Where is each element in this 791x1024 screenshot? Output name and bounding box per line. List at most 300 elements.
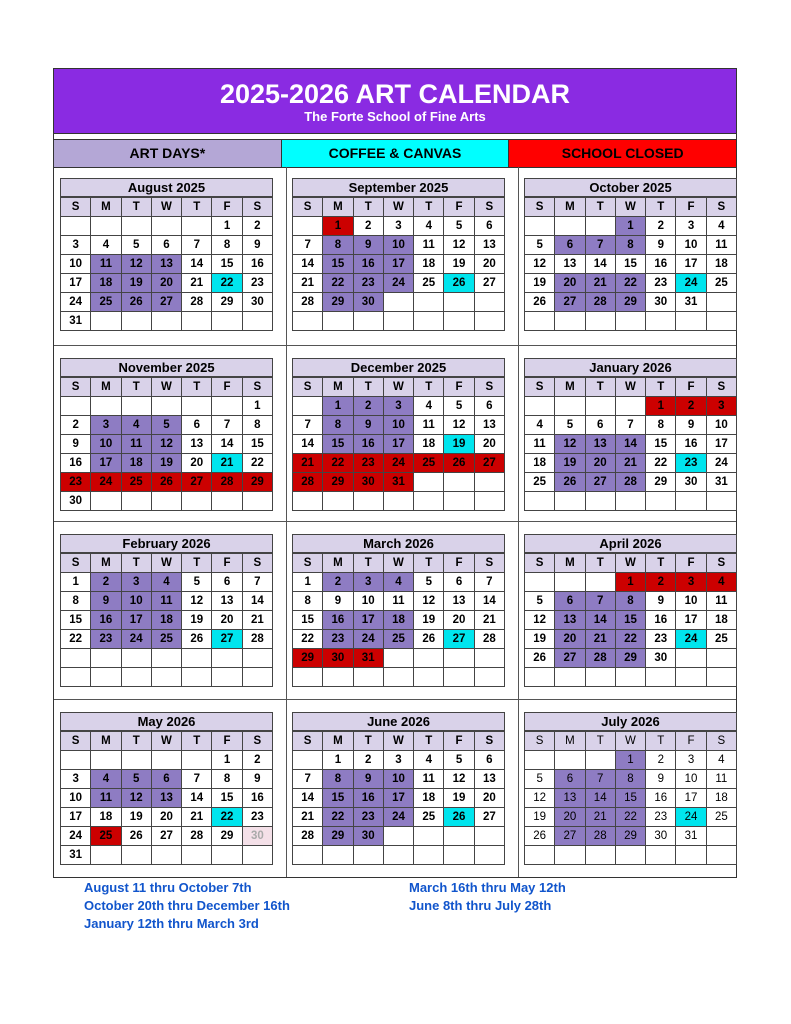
- empty-day-cell: [121, 217, 151, 236]
- empty-day-cell: [525, 668, 555, 687]
- day-cell: 8: [615, 236, 645, 255]
- month-calendar: [292, 712, 505, 865]
- day-cell: 17: [121, 611, 151, 630]
- day-cell: 4: [706, 217, 736, 236]
- day-cell: 24: [121, 630, 151, 649]
- week-row: [293, 492, 505, 511]
- empty-day-cell: [353, 668, 383, 687]
- weekday-label: F: [444, 198, 474, 217]
- day-cell: 1: [212, 751, 242, 770]
- empty-day-cell: [706, 846, 736, 865]
- day-cell: 9: [353, 236, 383, 255]
- day-cell: 27: [474, 454, 504, 473]
- weekday-label: T: [121, 554, 151, 573]
- day-cell: 30: [242, 827, 272, 846]
- grid-divider: [54, 345, 736, 346]
- day-cell: 21: [293, 454, 323, 473]
- weekday-label: M: [323, 198, 353, 217]
- day-cell: 7: [474, 573, 504, 592]
- day-cell: 9: [646, 592, 676, 611]
- empty-day-cell: [91, 649, 121, 668]
- day-cell: 21: [212, 454, 242, 473]
- day-cell: 28: [585, 649, 615, 668]
- empty-day-cell: [585, 397, 615, 416]
- day-cell: 30: [646, 649, 676, 668]
- day-cell: 26: [121, 293, 151, 312]
- week-row: [61, 492, 273, 511]
- empty-day-cell: [91, 846, 121, 865]
- empty-day-cell: [646, 312, 676, 331]
- weekday-label: T: [646, 732, 676, 751]
- day-cell: 12: [525, 611, 555, 630]
- day-cell: 9: [323, 592, 353, 611]
- week-row: [61, 255, 273, 274]
- week-row: [525, 630, 737, 649]
- month-table: [292, 197, 505, 331]
- week-row: [61, 770, 273, 789]
- day-cell: 3: [121, 573, 151, 592]
- day-cell: 18: [414, 789, 444, 808]
- day-cell: 23: [353, 274, 383, 293]
- day-cell: 2: [353, 397, 383, 416]
- day-cell: 6: [212, 573, 242, 592]
- empty-day-cell: [383, 668, 413, 687]
- week-row: [293, 808, 505, 827]
- empty-day-cell: [706, 668, 736, 687]
- weekday-label: W: [615, 732, 645, 751]
- empty-day-cell: [353, 846, 383, 865]
- weekday-header-row: [525, 554, 737, 573]
- day-cell: 16: [242, 789, 272, 808]
- day-cell: 11: [414, 236, 444, 255]
- empty-day-cell: [212, 312, 242, 331]
- day-cell: 14: [212, 435, 242, 454]
- day-cell: 24: [676, 808, 706, 827]
- day-cell: 20: [151, 274, 181, 293]
- day-cell: 7: [293, 416, 323, 435]
- day-cell: 28: [242, 630, 272, 649]
- day-cell: 22: [212, 274, 242, 293]
- day-cell: 27: [151, 293, 181, 312]
- weekday-header-row: [61, 198, 273, 217]
- week-row: [525, 668, 737, 687]
- week-row: [61, 573, 273, 592]
- day-cell: 24: [91, 473, 121, 492]
- empty-day-cell: [212, 397, 242, 416]
- day-cell: 15: [242, 435, 272, 454]
- month-title: May 2026: [60, 712, 273, 731]
- week-row: [61, 454, 273, 473]
- note-line: August 11 thru October 7th: [84, 880, 252, 895]
- weekday-label: F: [444, 732, 474, 751]
- month-calendar: [524, 358, 737, 511]
- day-cell: 21: [182, 274, 212, 293]
- week-row: [293, 397, 505, 416]
- day-cell: 24: [676, 630, 706, 649]
- day-cell: 15: [212, 255, 242, 274]
- day-cell: 10: [353, 592, 383, 611]
- day-cell: 26: [414, 630, 444, 649]
- day-cell: 27: [555, 649, 585, 668]
- weekday-label: S: [242, 732, 272, 751]
- day-cell: 25: [706, 630, 736, 649]
- day-cell: 10: [676, 592, 706, 611]
- day-cell: 3: [383, 397, 413, 416]
- empty-day-cell: [91, 668, 121, 687]
- day-cell: 4: [414, 217, 444, 236]
- empty-day-cell: [555, 397, 585, 416]
- day-cell: 15: [615, 611, 645, 630]
- day-cell: 23: [646, 630, 676, 649]
- weekday-label: T: [182, 198, 212, 217]
- day-cell: 17: [706, 435, 736, 454]
- day-cell: 27: [474, 808, 504, 827]
- day-cell: 16: [242, 255, 272, 274]
- day-cell: 5: [414, 573, 444, 592]
- empty-day-cell: [182, 217, 212, 236]
- day-cell: 25: [414, 274, 444, 293]
- empty-day-cell: [585, 217, 615, 236]
- empty-day-cell: [414, 473, 444, 492]
- empty-day-cell: [242, 649, 272, 668]
- empty-day-cell: [706, 312, 736, 331]
- day-cell: 11: [525, 435, 555, 454]
- day-cell: 25: [706, 274, 736, 293]
- day-cell: 1: [615, 573, 645, 592]
- day-cell: 6: [444, 573, 474, 592]
- week-row: [525, 312, 737, 331]
- week-row: [61, 827, 273, 846]
- day-cell: 29: [293, 649, 323, 668]
- day-cell: 14: [585, 789, 615, 808]
- weekday-label: T: [353, 198, 383, 217]
- week-row: [293, 255, 505, 274]
- empty-day-cell: [182, 846, 212, 865]
- day-cell: 16: [646, 611, 676, 630]
- day-cell: 9: [353, 416, 383, 435]
- month-title: December 2025: [292, 358, 505, 377]
- weekday-label: W: [615, 554, 645, 573]
- day-cell: 7: [212, 416, 242, 435]
- week-row: [293, 630, 505, 649]
- day-cell: 10: [383, 770, 413, 789]
- month-calendar: [60, 712, 273, 865]
- day-cell: 17: [676, 789, 706, 808]
- day-cell: 5: [525, 770, 555, 789]
- weekday-header-row: [61, 554, 273, 573]
- day-cell: 18: [414, 435, 444, 454]
- day-cell: 26: [525, 293, 555, 312]
- day-cell: 7: [293, 236, 323, 255]
- month-table: [524, 377, 737, 511]
- day-cell: 8: [323, 770, 353, 789]
- day-cell: 21: [585, 630, 615, 649]
- day-cell: 16: [353, 255, 383, 274]
- empty-day-cell: [383, 312, 413, 331]
- weekday-label: W: [383, 732, 413, 751]
- legend-school-closed: SCHOOL CLOSED: [509, 140, 736, 167]
- day-cell: 3: [676, 217, 706, 236]
- month-calendar: [292, 178, 505, 331]
- day-cell: 19: [121, 808, 151, 827]
- day-cell: 20: [151, 808, 181, 827]
- day-cell: 3: [91, 416, 121, 435]
- week-row: [293, 789, 505, 808]
- weekday-label: W: [383, 198, 413, 217]
- week-row: [293, 274, 505, 293]
- week-row: [293, 435, 505, 454]
- legend-art-days: ART DAYS*: [54, 140, 282, 167]
- day-cell: 10: [706, 416, 736, 435]
- week-row: [525, 649, 737, 668]
- empty-day-cell: [646, 492, 676, 511]
- empty-day-cell: [615, 397, 645, 416]
- day-cell: 26: [525, 827, 555, 846]
- weekday-label: M: [91, 554, 121, 573]
- weekday-header-row: [525, 198, 737, 217]
- day-cell: 6: [555, 592, 585, 611]
- day-cell: 22: [61, 630, 91, 649]
- empty-day-cell: [474, 668, 504, 687]
- weekday-label: T: [182, 554, 212, 573]
- empty-day-cell: [615, 492, 645, 511]
- day-cell: 6: [182, 416, 212, 435]
- day-cell: 9: [646, 770, 676, 789]
- weekday-header-row: [293, 198, 505, 217]
- day-cell: 19: [182, 611, 212, 630]
- day-cell: 30: [646, 293, 676, 312]
- weekday-label: S: [61, 378, 91, 397]
- week-row: [293, 454, 505, 473]
- week-row: [61, 397, 273, 416]
- day-cell: 16: [61, 454, 91, 473]
- day-cell: 13: [474, 770, 504, 789]
- day-cell: 25: [91, 293, 121, 312]
- day-cell: 7: [585, 236, 615, 255]
- day-cell: 12: [151, 435, 181, 454]
- day-cell: 5: [151, 416, 181, 435]
- empty-day-cell: [525, 312, 555, 331]
- empty-day-cell: [293, 312, 323, 331]
- day-cell: 11: [383, 592, 413, 611]
- empty-day-cell: [121, 312, 151, 331]
- weekday-label: S: [242, 198, 272, 217]
- empty-day-cell: [151, 649, 181, 668]
- week-row: [61, 473, 273, 492]
- day-cell: 14: [242, 592, 272, 611]
- empty-day-cell: [414, 492, 444, 511]
- weekday-label: F: [212, 554, 242, 573]
- empty-day-cell: [212, 668, 242, 687]
- day-cell: 12: [182, 592, 212, 611]
- month-title: June 2026: [292, 712, 505, 731]
- week-row: [293, 592, 505, 611]
- day-cell: 20: [474, 789, 504, 808]
- week-row: [61, 808, 273, 827]
- day-cell: 8: [323, 416, 353, 435]
- day-cell: 14: [585, 255, 615, 274]
- month-title: July 2026: [524, 712, 737, 731]
- weekday-label: T: [585, 198, 615, 217]
- day-cell: 13: [555, 611, 585, 630]
- day-cell: 1: [293, 573, 323, 592]
- empty-day-cell: [444, 668, 474, 687]
- week-row: [61, 611, 273, 630]
- day-cell: 23: [242, 808, 272, 827]
- day-cell: 18: [706, 789, 736, 808]
- day-cell: 28: [182, 293, 212, 312]
- empty-day-cell: [676, 649, 706, 668]
- day-cell: 25: [151, 630, 181, 649]
- day-cell: 19: [151, 454, 181, 473]
- weekday-label: S: [525, 732, 555, 751]
- week-row: [525, 293, 737, 312]
- day-cell: 31: [383, 473, 413, 492]
- day-cell: 6: [474, 397, 504, 416]
- empty-day-cell: [525, 492, 555, 511]
- weekday-label: F: [676, 732, 706, 751]
- day-cell: 23: [646, 808, 676, 827]
- day-cell: 5: [444, 397, 474, 416]
- day-cell: 2: [646, 217, 676, 236]
- week-row: [525, 827, 737, 846]
- day-cell: 2: [676, 397, 706, 416]
- month-table: [524, 197, 737, 331]
- empty-day-cell: [323, 492, 353, 511]
- day-cell: 8: [242, 416, 272, 435]
- day-cell: 3: [676, 751, 706, 770]
- day-cell: 7: [585, 592, 615, 611]
- empty-day-cell: [151, 312, 181, 331]
- week-row: [525, 236, 737, 255]
- month-table: [60, 731, 273, 865]
- day-cell: 9: [353, 770, 383, 789]
- weekday-label: M: [91, 198, 121, 217]
- day-cell: 19: [555, 454, 585, 473]
- week-row: [61, 312, 273, 331]
- day-cell: 4: [151, 573, 181, 592]
- day-cell: 4: [91, 770, 121, 789]
- empty-day-cell: [474, 492, 504, 511]
- empty-day-cell: [242, 312, 272, 331]
- day-cell: 26: [525, 649, 555, 668]
- weekday-label: W: [151, 378, 181, 397]
- day-cell: 26: [444, 808, 474, 827]
- day-cell: 24: [706, 454, 736, 473]
- empty-day-cell: [525, 397, 555, 416]
- day-cell: 12: [121, 255, 151, 274]
- grid-divider: [286, 167, 287, 877]
- note-line: January 12th thru March 3rd: [84, 916, 259, 931]
- day-cell: 17: [91, 454, 121, 473]
- day-cell: 22: [615, 630, 645, 649]
- weekday-label: T: [646, 198, 676, 217]
- day-cell: 2: [323, 573, 353, 592]
- day-cell: 31: [353, 649, 383, 668]
- day-cell: 23: [353, 808, 383, 827]
- empty-day-cell: [323, 668, 353, 687]
- day-cell: 17: [353, 611, 383, 630]
- day-cell: 1: [615, 751, 645, 770]
- day-cell: 27: [444, 630, 474, 649]
- title-banner: [54, 69, 736, 134]
- day-cell: 11: [706, 770, 736, 789]
- day-cell: 15: [61, 611, 91, 630]
- day-cell: 1: [646, 397, 676, 416]
- weekday-label: T: [182, 732, 212, 751]
- week-row: [293, 236, 505, 255]
- day-cell: 18: [414, 255, 444, 274]
- day-cell: 24: [61, 293, 91, 312]
- day-cell: 10: [61, 255, 91, 274]
- weekday-header-row: [293, 378, 505, 397]
- weekday-label: W: [151, 732, 181, 751]
- week-row: [293, 827, 505, 846]
- weekday-label: W: [383, 554, 413, 573]
- empty-day-cell: [585, 668, 615, 687]
- empty-day-cell: [444, 846, 474, 865]
- legend-bar: [54, 139, 736, 168]
- empty-day-cell: [525, 217, 555, 236]
- empty-day-cell: [615, 668, 645, 687]
- week-row: [293, 649, 505, 668]
- empty-day-cell: [121, 492, 151, 511]
- empty-day-cell: [91, 312, 121, 331]
- weekday-label: F: [212, 378, 242, 397]
- empty-day-cell: [585, 492, 615, 511]
- day-cell: 18: [121, 454, 151, 473]
- weekday-header-row: [293, 554, 505, 573]
- day-cell: 10: [383, 236, 413, 255]
- day-cell: 30: [353, 293, 383, 312]
- day-cell: 11: [706, 236, 736, 255]
- day-cell: 26: [182, 630, 212, 649]
- day-cell: 15: [293, 611, 323, 630]
- empty-day-cell: [242, 846, 272, 865]
- day-cell: 17: [61, 808, 91, 827]
- week-row: [61, 789, 273, 808]
- week-row: [293, 770, 505, 789]
- day-cell: 18: [706, 255, 736, 274]
- day-cell: 14: [293, 435, 323, 454]
- weekday-label: T: [585, 378, 615, 397]
- day-cell: 10: [91, 435, 121, 454]
- day-cell: 16: [676, 435, 706, 454]
- day-cell: 29: [323, 827, 353, 846]
- empty-day-cell: [585, 846, 615, 865]
- weekday-label: T: [353, 554, 383, 573]
- weekday-label: S: [61, 198, 91, 217]
- weekday-label: T: [585, 554, 615, 573]
- day-cell: 5: [525, 236, 555, 255]
- day-cell: 29: [323, 293, 353, 312]
- week-row: [61, 416, 273, 435]
- day-cell: 31: [706, 473, 736, 492]
- day-cell: 29: [615, 649, 645, 668]
- day-cell: 9: [61, 435, 91, 454]
- day-cell: 11: [414, 416, 444, 435]
- month-title: February 2026: [60, 534, 273, 553]
- day-cell: 23: [91, 630, 121, 649]
- week-row: [293, 611, 505, 630]
- day-cell: 17: [383, 255, 413, 274]
- empty-day-cell: [323, 846, 353, 865]
- day-cell: 11: [706, 592, 736, 611]
- empty-day-cell: [706, 492, 736, 511]
- empty-day-cell: [706, 293, 736, 312]
- empty-day-cell: [555, 217, 585, 236]
- day-cell: 28: [293, 473, 323, 492]
